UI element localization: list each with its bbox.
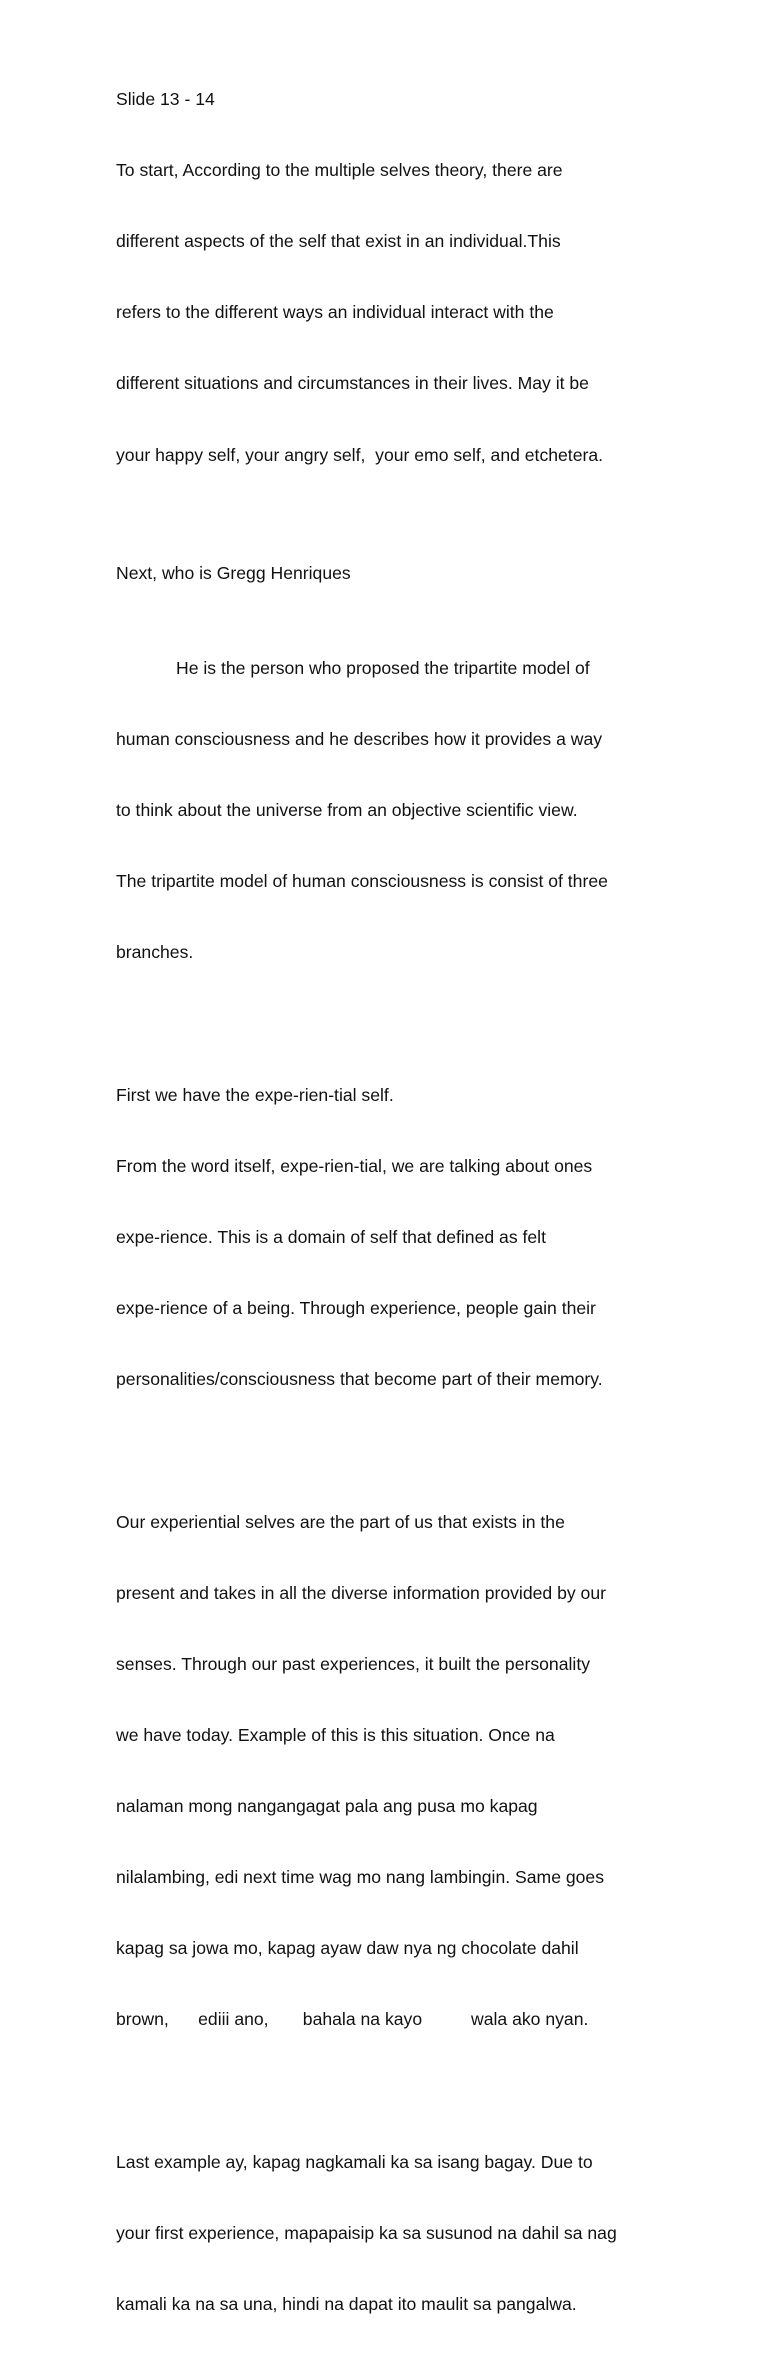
text-line: brown, ediii ano, bahala na kayo wala ako nyan. xyxy=(116,2009,589,2030)
last-example-paragraph xyxy=(116,2104,676,2364)
text-line: The tripartite model of human consciousness is consist of three xyxy=(116,871,608,892)
text-line: senses. Through our past experiences, it built the personality xyxy=(116,1653,591,1674)
text-line: nilalambing, edi next time wag mo nang lambingin. Same goes xyxy=(116,1867,605,1888)
text-line: kamali ka na sa una, hindi na dapat ito maulit sa pangalwa. xyxy=(116,2294,577,2315)
text-line: kapag sa jowa mo, kapag ayaw daw nya ng chocolate dahil xyxy=(116,1938,579,1959)
text-line: expe-rience. This is a domain of self that defined as felt xyxy=(116,1226,546,1247)
text-line: To start, According to the multiple selves theory, there are xyxy=(116,160,563,181)
selves-paragraph xyxy=(116,1463,676,2079)
text-line: He is the person who proposed the tripartite model of xyxy=(176,657,590,678)
text-line: to think about the universe from an objective scientific view. xyxy=(116,799,578,820)
text-line: Our experiential selves are the part of us that exists in the xyxy=(116,1511,565,1532)
text-line: your happy self, your angry self, your emo self, and etchetera. xyxy=(116,444,604,465)
experiential-paragraph xyxy=(116,1036,676,1439)
text-line: your first experience, mapapaisip ka sa susunod na dahil sa nag xyxy=(116,2223,617,2244)
text-line: personalities/consciousness that become part of their memory. xyxy=(116,1369,603,1390)
text-line: Last example ay, kapag nagkamali ka sa isang bagay. Due to xyxy=(116,2151,593,2172)
text-line: refers to the different ways an individual interact with the xyxy=(116,302,554,323)
text-line: expe-rience of a being. Through experience, people gain their xyxy=(116,1298,596,1319)
text-line: From the word itself, expe-rien-tial, we are talking about ones xyxy=(116,1155,593,1176)
text-line: present and takes in all the diverse information provided by our xyxy=(116,1582,606,1603)
intro-paragraph xyxy=(116,112,676,515)
slide-label: Slide 13 - 14 xyxy=(116,89,215,109)
next-heading: Next, who is Gregg Henriques xyxy=(116,562,351,583)
henriques-paragraph xyxy=(116,609,676,1012)
document-page xyxy=(116,88,676,2364)
text-line: First we have the expe-rien-tial self. xyxy=(116,1084,394,1105)
text-line: nalaman mong nangangagat pala ang pusa mo kapag xyxy=(116,1796,538,1817)
text-line: we have today. Example of this is this situation. Once na xyxy=(116,1725,555,1745)
text-line: branches. xyxy=(116,942,194,963)
text-line: human consciousness and he describes how it provides a way xyxy=(116,728,603,749)
text-line: different aspects of the self that exist in an individual.This xyxy=(116,231,561,252)
text-line: different situations and circumstances in their lives. May it be xyxy=(116,373,589,394)
